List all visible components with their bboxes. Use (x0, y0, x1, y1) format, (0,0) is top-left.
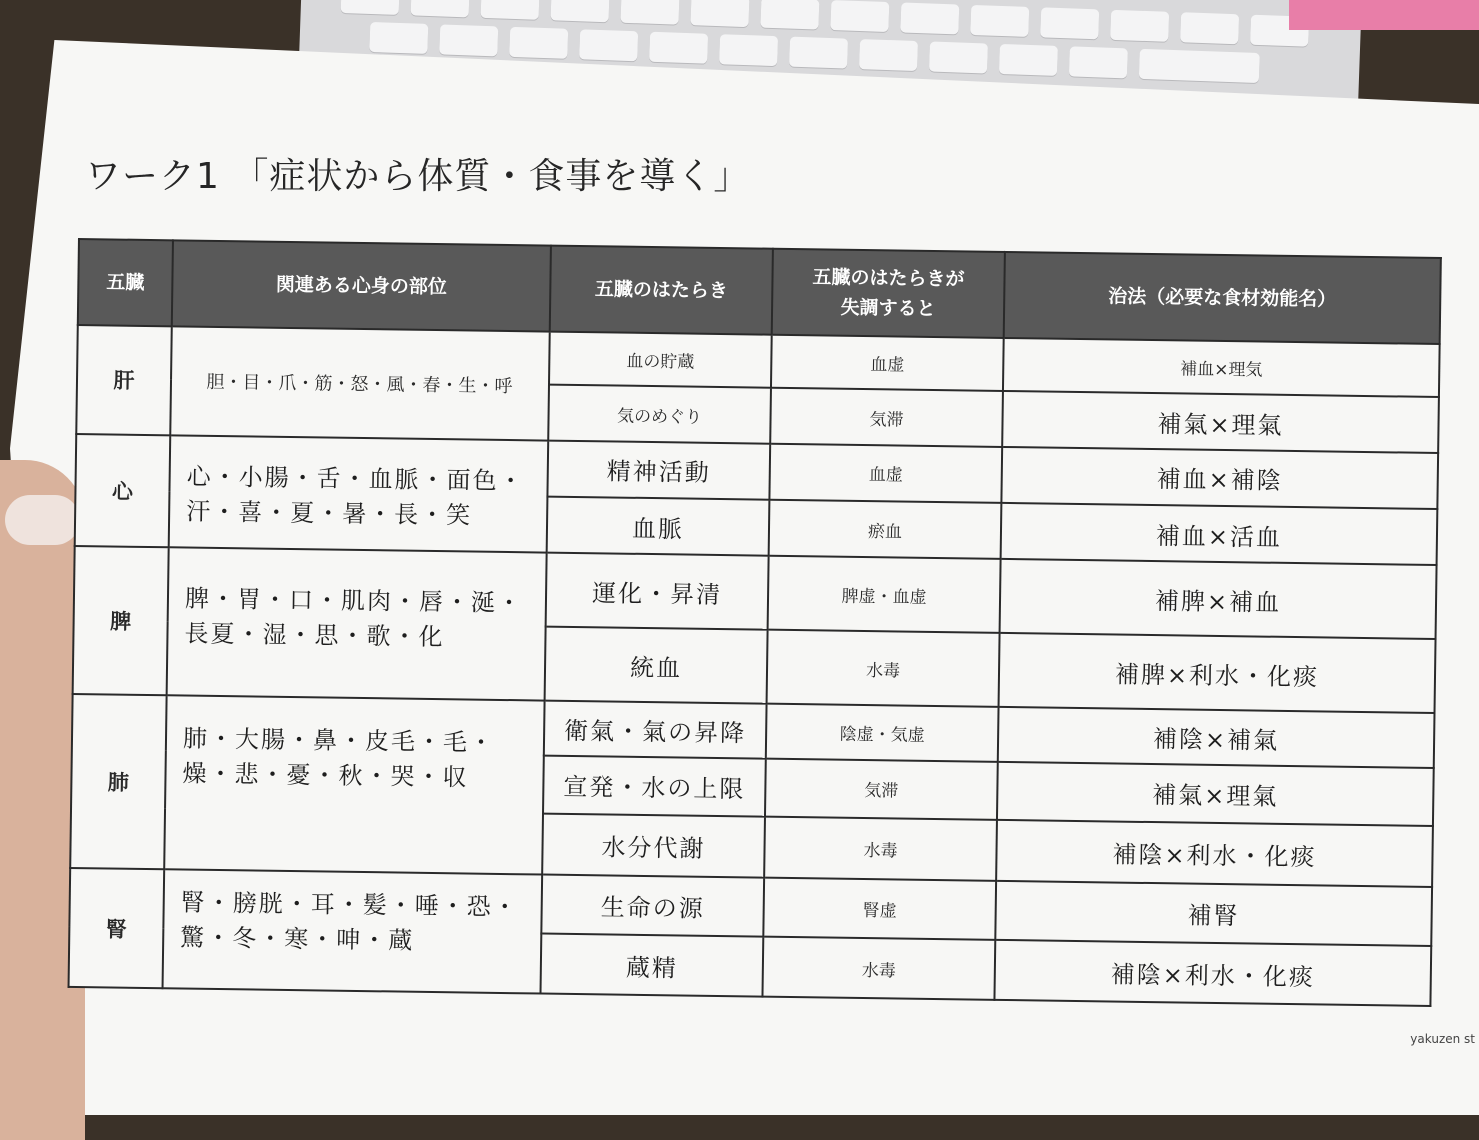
function-cell: 血脈 (547, 497, 770, 556)
treatment-cell: 補血×活血 (1001, 503, 1438, 565)
organ-name: 脾 (73, 546, 169, 695)
pink-object (1289, 0, 1479, 30)
function-cell: 血の貯蔵 (549, 332, 772, 388)
treatment-cell: 補陰×利水・化痰 (994, 940, 1431, 1006)
organ-name: 心 (75, 434, 171, 548)
function-cell: 宣発・水の上限 (543, 756, 766, 816)
function-cell: 気のめぐり (548, 385, 771, 443)
function-cell: 生命の源 (541, 875, 764, 938)
treatment-cell: 補血×補陰 (1001, 447, 1438, 509)
treatment-cell: 補腎 (995, 881, 1432, 947)
disorder-cell: 瘀血 (769, 500, 1002, 560)
treatment-cell: 補脾×補血 (1000, 559, 1437, 639)
organ-parts: 肺・大腸・鼻・皮毛・毛・燥・悲・憂・秋・哭・収 (164, 695, 544, 874)
treatment-cell: 補氣×理氣 (1002, 391, 1439, 452)
treatment-cell: 補氣×理氣 (997, 762, 1434, 825)
disorder-cell: 腎虚 (763, 878, 996, 941)
header-disorder: 五臓のはたらきが 失調すると (772, 249, 1005, 338)
worksheet-title: ワーク1 「症状から体質・食事を導く」 (85, 156, 751, 197)
disorder-cell: 血虚 (771, 335, 1004, 392)
five-organs-table-wrapper (68, 238, 1440, 1007)
disorder-cell: 気滞 (770, 388, 1003, 447)
treatment-cell: 補陰×補氣 (998, 707, 1435, 768)
header-parts: 関連ある心身の部位 (172, 240, 551, 331)
fingernail (5, 495, 80, 545)
organ-parts: 胆・目・爪・筋・怒・風・春・生・呼 (170, 326, 549, 440)
header-organ: 五臓 (78, 239, 173, 326)
disorder-cell: 水毒 (767, 630, 1000, 707)
disorder-cell: 脾虚・血虚 (768, 556, 1001, 633)
organ-parts: 心・小腸・舌・血脈・面色・汗・喜・夏・暑・長・笑 (169, 435, 549, 553)
header-function: 五臓のはたらき (550, 246, 773, 335)
header-treatment: 治法（必要な食材効能名） (1004, 252, 1441, 344)
function-cell: 運化・昇清 (546, 553, 769, 630)
function-cell: 蔵精 (540, 934, 763, 997)
organ-name: 腎 (69, 868, 165, 988)
organ-parts: 腎・膀胱・耳・髪・唾・恐・驚・冬・寒・呻・蔵 (163, 869, 543, 993)
footer-text: yakuzen st (1410, 1032, 1475, 1046)
disorder-cell: 水毒 (764, 816, 997, 881)
function-cell: 衛氣・氣の昇降 (544, 700, 767, 758)
disorder-cell: 水毒 (762, 937, 995, 1000)
organ-name: 肺 (70, 694, 166, 869)
treatment-cell: 補血×理気 (1003, 338, 1440, 397)
disorder-cell: 陰虚・気虚 (766, 704, 999, 763)
disorder-cell: 血虚 (769, 443, 1002, 503)
function-cell: 水分代謝 (542, 813, 765, 878)
function-cell: 精神活動 (547, 440, 770, 499)
organ-parts: 脾・胃・口・肌肉・唇・涎・長夏・湿・思・歌・化 (167, 548, 547, 701)
treatment-cell: 補陰×利水・化痰 (996, 819, 1433, 887)
five-organs-table (68, 238, 1442, 1007)
disorder-cell: 気滞 (765, 759, 998, 820)
function-cell: 統血 (545, 627, 768, 704)
organ-name: 肝 (76, 325, 172, 435)
treatment-cell: 補脾×利水・化痰 (999, 633, 1436, 713)
